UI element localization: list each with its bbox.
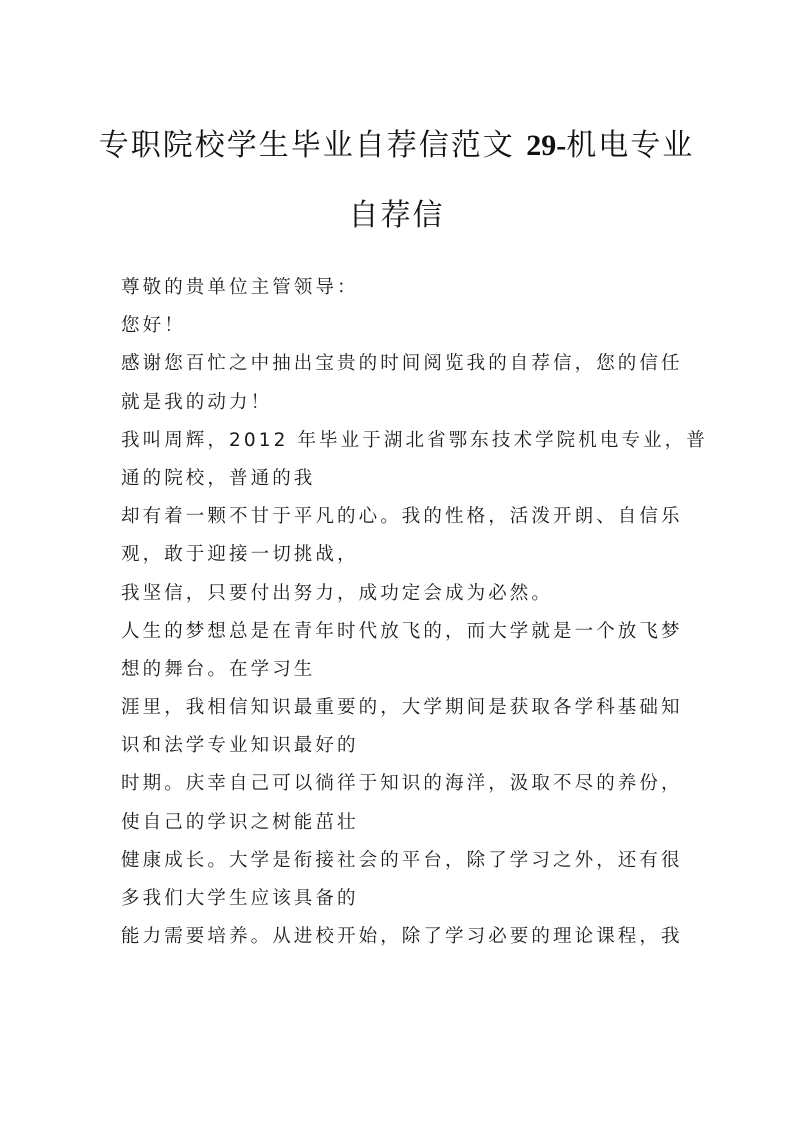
body-line: 我坚信，只要付出努力，成功定会成为必然。 <box>121 582 554 604</box>
body-line: 人生的梦想总是在青年时代放飞的，而大学就是一个放飞梦 <box>121 620 683 642</box>
body-line: 想的舞台。在学习生 <box>121 658 316 680</box>
body-line: 我叫周辉，2012 年毕业于湖北省鄂东技术学院机电专业，普 <box>121 429 708 451</box>
greeting: 您好！ <box>121 315 186 337</box>
body-line: 通的院校，普通的我 <box>121 467 316 489</box>
body-line: 健康成长。大学是衔接社会的平台，除了学习之外，还有很 <box>121 849 683 871</box>
body-line: 使自己的学识之树能茁壮 <box>121 811 359 833</box>
letter-body <box>121 269 708 956</box>
body-line: 却有着一颗不甘于平凡的心。我的性格，活泼开朗、自信乐 <box>121 506 683 528</box>
body-line: 感谢您百忙之中抽出宝贵的时间阅览我的自荐信，您的信任 <box>121 353 683 375</box>
title-number: 29- <box>526 129 567 162</box>
document-title-line-1 <box>0 126 793 166</box>
document-title-line-2 <box>0 196 793 236</box>
title-text-suffix: 机电专业 <box>566 128 695 163</box>
title-text: 专职院校学生毕业自荐信范文 <box>98 128 527 163</box>
body-line: 观，敢于迎接一切挑战， <box>121 544 359 566</box>
title-text: 自荐信 <box>348 198 445 233</box>
body-line: 时期。庆幸自己可以徜徉于知识的海洋，汲取不尽的养份， <box>121 773 683 795</box>
body-line: 涯里，我相信知识最重要的，大学期间是获取各学科基础知 <box>121 697 683 719</box>
body-line: 识和法学专业知识最好的 <box>121 735 359 757</box>
body-line: 能力需要培养。从进校开始，除了学习必要的理论课程，我 <box>121 926 683 948</box>
body-line: 多我们大学生应该具备的 <box>121 888 359 909</box>
salutation: 尊敬的贵单位主管领导： <box>121 277 359 298</box>
body-line: 就是我的动力！ <box>121 391 273 413</box>
